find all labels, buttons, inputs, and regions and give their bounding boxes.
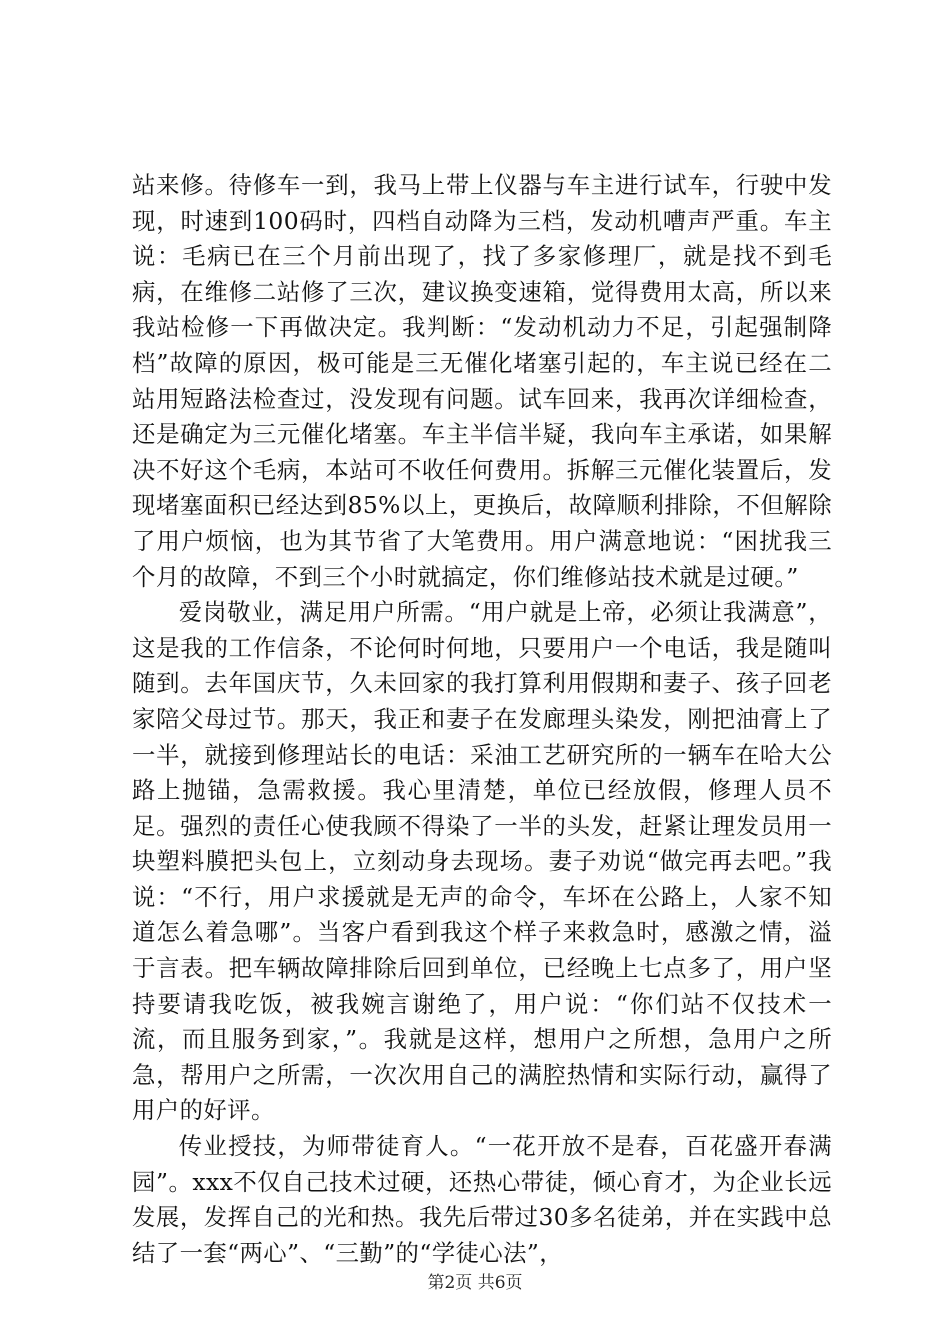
page-number-footer: 第2页 共6页 (427, 1273, 523, 1293)
paragraph-2: 爱岗敬业，满足用户所需。“用户就是上帝，必须让我满意”，这是我的工作信条，不论何时何地，只要用户一个电话，我是随叫随到。去年国庆节，久未回家的我打算利用假期和妻子、孩子回老家陪父母过节。那天，我正和妻子在发廊理头染发，刚把油膏上了一半，就接到修理站长的电话：采油工艺研究所的一辆车在哈大公路上抛锚，急需救援。我心里清楚，单位已经放假，修理人员不足。强烈的责任心使我顾不得染了一半的头发，赶紧让理发员用一块塑料膜把头包上，立刻动身去现场。妻子劝说“做完再去吧。”我说：“不行，用户求援就是无声的命令，车坏在公路上，人家不知道怎么着急哪”。当客户看到我这个样子来救急时，感激之情，溢于言表。把车辆故障排除后回到单位，已经晚上七点多了，用户坚持要请我吃饭，被我婉言谢绝了，用户说：“你们站不仅技术一流，而且服务到家，”。我就是这样，想用户之所想，急用户之所急，帮用户之所需，一次次用自己的满腔热情和实际行动，赢得了用户的好评。 (132, 598, 832, 1125)
paragraph-3: 传业授技，为师带徒育人。“一花开放不是春，百花盛开春满园”。xxx不仅自己技术过硬，还热心带徒，倾心育才，为企业长远发展，发挥自己的光和热。我先后带过30多名徒弟，并在实践中总结了一套“两心”、“三勤”的“学徒心法”， (132, 1132, 832, 1267)
document-body (132, 168, 832, 1271)
paragraph-1: 站来修。待修车一到，我马上带上仪器与车主进行试车，行驶中发现，时速到100码时，四档自动降为三档，发动机嘈声严重。车主说：毛病已在三个月前出现了，找了多家修理厂，就是找不到毛病，在维修二站修了三次，建议换变速箱，觉得费用太高，所以来我站检修一下再做决定。我判断：“发动机动力不足，引起强制降档”故障的原因，极可能是三无催化堵塞引起的，车主说已经在二站用短路法检查过，没发现有问题。试车回来，我再次详细检查，还是确定为三元催化堵塞。车主半信半疑，我向车主承诺，如果解决不好这个毛病，本站可不收任何费用。拆解三元催化装置后，发现堵塞面积已经达到85%以上，更换后，故障顺利排除，不但解除了用户烦恼，也为其节省了大笔费用。用户满意地说：“困扰我三个月的故障，不到三个小时就搞定，你们维修站技术就是过硬。” (132, 171, 832, 591)
